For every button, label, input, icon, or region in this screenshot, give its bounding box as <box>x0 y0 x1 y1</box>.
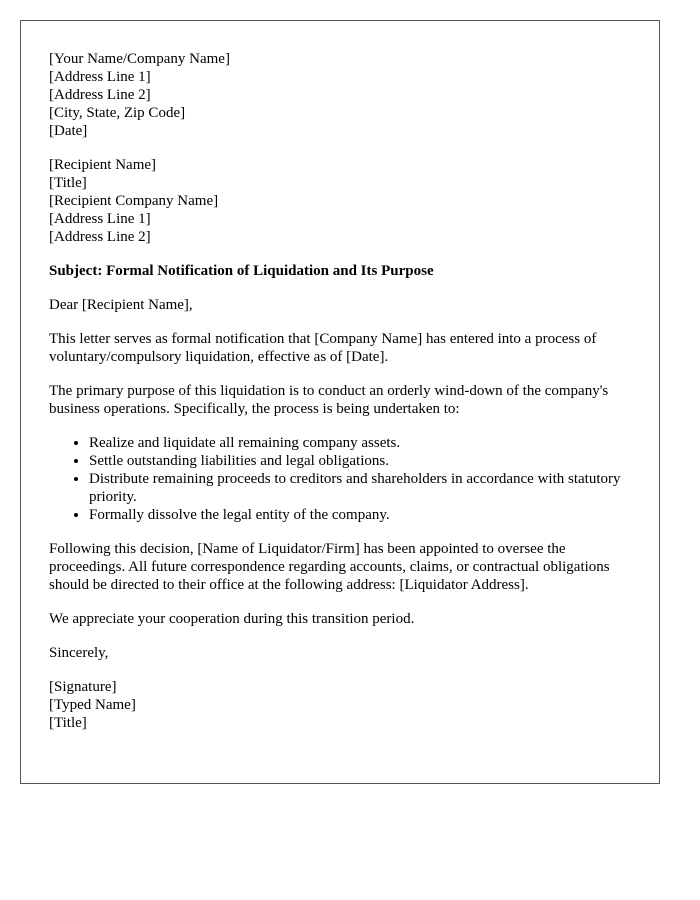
recipient-address-line-1: [Address Line 1] <box>49 211 151 227</box>
signer-title: [Title] <box>49 715 87 731</box>
sender-address-line-1: [Address Line 1] <box>49 69 151 85</box>
letter-date: [Date] <box>49 123 88 139</box>
thanks-paragraph: We appreciate your cooperation during this transition period. <box>49 611 415 627</box>
purpose-list-item: • Settle outstanding liabilities and legal obligations. <box>89 452 631 470</box>
signature: [Signature] <box>49 679 117 695</box>
recipient-company: [Recipient Company Name] <box>49 193 219 209</box>
letter-document <box>20 20 660 784</box>
sender-city-state-zip: [City, State, Zip Code] <box>49 105 186 121</box>
purpose-list-item: • Realize and liquidate all remaining company assets. <box>89 434 631 452</box>
sender-address-line-2: [Address Line 2] <box>49 87 151 103</box>
sender-block <box>49 50 631 140</box>
recipient-title: [Title] <box>49 175 87 191</box>
typed-name: [Typed Name] <box>49 697 136 713</box>
recipient-name: [Recipient Name] <box>49 157 157 173</box>
intro-paragraph: This letter serves as formal notification that [Company Name] has entered into a process of voluntary/compulsory liquidation, effective as of [Date]. <box>49 331 597 365</box>
sender-name: [Your Name/Company Name] <box>49 51 230 67</box>
recipient-address-line-2: [Address Line 2] <box>49 229 151 245</box>
purpose-list-item: • Formally dissolve the legal entity of the company. <box>89 506 631 524</box>
purpose-list-item: • Distribute remaining proceeds to creditors and shareholders in accordance with statutory priority. <box>89 470 631 506</box>
closing: Sincerely, <box>49 645 109 661</box>
salutation: Dear [Recipient Name], <box>49 297 193 313</box>
subject-line: Subject: Formal Notification of Liquidation and Its Purpose <box>49 263 434 279</box>
signature-block <box>49 678 631 732</box>
recipient-block <box>49 156 631 246</box>
purpose-paragraph: The primary purpose of this liquidation is to conduct an orderly wind-down of the company's business operations. Specifically, the process is being undertaken to: <box>49 383 609 417</box>
liquidator-paragraph: Following this decision, [Name of Liquidator/Firm] has been appointed to oversee the proceedings. All future correspondence regarding accounts, claims, or contractual obligations should be directed to their office at the following address: [Liquidator Address]. <box>49 541 610 593</box>
purpose-list <box>49 434 631 524</box>
